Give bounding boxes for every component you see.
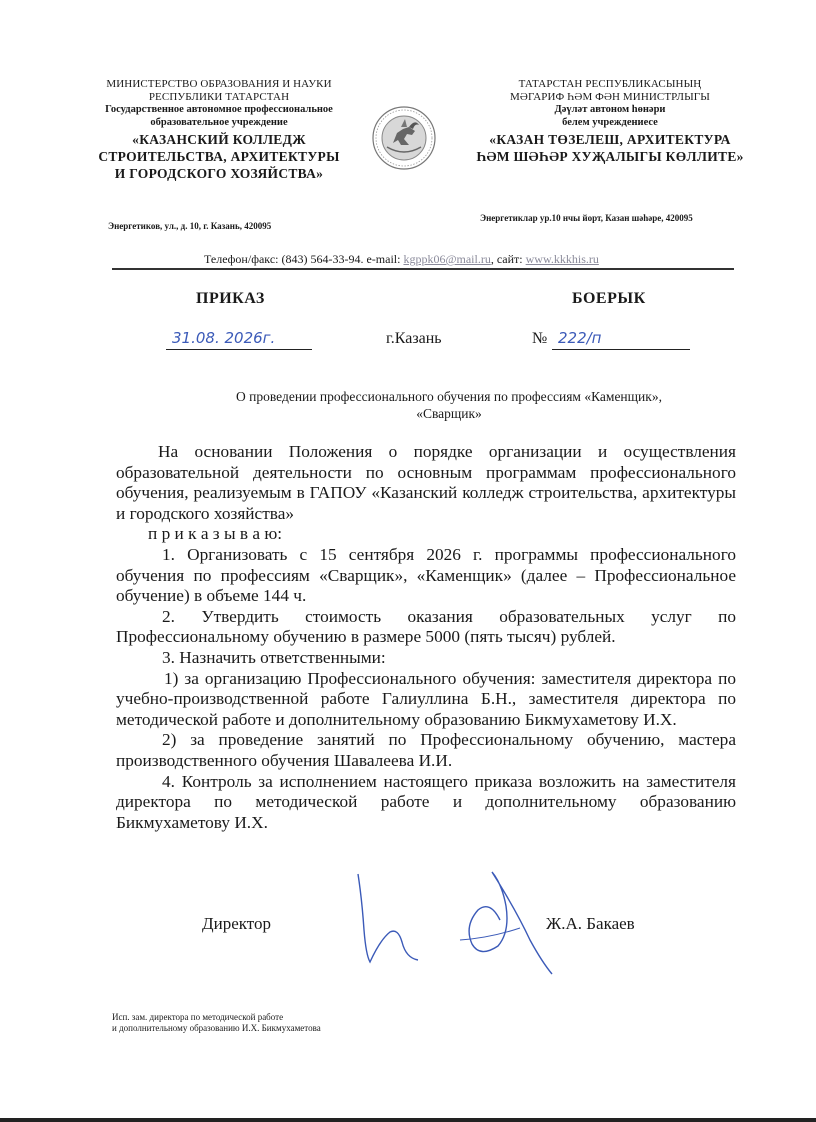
subject-line-1: О проведении профессионального обучения по профессиям «Каменщик»,	[236, 389, 662, 404]
order-item-3-1: 1) за организацию Профессионального обучения: заместителя директора по учебно-производственной работе Галиуллина Б.Н., заместителя директора по методической работе и дополнительному образованию Бикмухаметову И.Х.	[116, 668, 736, 729]
header-right	[460, 78, 760, 165]
executor-note	[112, 1012, 321, 1034]
order-subject	[150, 388, 748, 422]
handwritten-signature	[340, 870, 570, 980]
order-body	[116, 442, 736, 833]
website-link[interactable]: www.kkkhis.ru	[525, 252, 599, 266]
order-date-field	[166, 331, 312, 350]
institution-type-ru-1: Государственное автономное профессиональное	[105, 104, 333, 115]
institution-type-tt-2: белем учреждениесе	[562, 117, 658, 128]
institution-type-tt-1: Дәүләт автоном һөнәри	[554, 104, 666, 115]
institution-type-ru-2: образовательное учреждение	[150, 117, 288, 128]
order-item-2: 2. Утвердить стоимость оказания образовательных услуг по Профессиональному обучению в размере 5000 (пять тысяч) рублей.	[116, 606, 736, 647]
college-name-ru-3: И ГОРОДСКОГО ХОЗЯЙСТВА»	[114, 166, 324, 181]
ministry-name-tt-1: ТАТАРСТАН РЕСПУБЛИКАСЫНЫҢ	[518, 78, 702, 90]
order-city: г.Казань	[386, 330, 442, 347]
signatory-position: Директор	[202, 914, 271, 933]
college-name-tt-1: «КАЗАН ТӨЗЕЛЕШ, АРХИТЕКТУРА	[489, 132, 731, 147]
order-item-3: 3. Назначить ответственными:	[162, 647, 386, 667]
contact-site-label: , сайт:	[490, 252, 526, 266]
college-name-ru-2: СТРОИТЕЛЬСТВА, АРХИТЕКТУРЫ	[98, 149, 340, 164]
order-item-3-2: 2) за проведение занятий по Профессиональному обучению, мастера производственного обучения Шавалеева И.И.	[116, 730, 736, 770]
ministry-name-tt-2: МӘГАРИФ ҺӘМ ФӘН МИНИСТРЛЫГЫ	[510, 90, 710, 103]
college-name-tt-2: ҺӘМ ШӘҺӘР ХУҖАЛЫГЫ КӨЛЛИТЕ»	[476, 149, 744, 164]
contact-phone: Телефон/факс: (843) 564-33-94. e-mail:	[204, 252, 404, 266]
preamble-paragraph: На основании Положения о порядке организации и осуществления образовательной деятельности по основным программам профессионального обучения, реализуемым в ГАПОУ «Казанский колледж строительства, архитектуры и городского хозяйства»	[116, 442, 736, 523]
ministry-name-ru-2: РЕСПУБЛИКИ ТАТАРСТАН	[148, 90, 290, 103]
email-link[interactable]: kgppk06@mail.ru	[403, 252, 491, 266]
order-title-ru: ПРИКАЗ	[196, 290, 265, 307]
order-number-handwritten: 222/п	[558, 329, 602, 347]
coat-of-arms-emblem	[371, 105, 437, 171]
address-tt: Энергетиклар ур.10 нчы йорт, Казан шәһәре, 420095	[480, 213, 693, 223]
executor-note-line-2: и дополнительному образованию И.Х. Бикмухаметова	[112, 1023, 321, 1033]
header-left	[78, 78, 360, 182]
college-name-ru-1: «КАЗАНСКИЙ КОЛЛЕДЖ	[132, 132, 306, 147]
order-number-field	[552, 331, 690, 350]
order-item-1: 1. Организовать с 15 сентября 2026 г. программы профессионального обучения по профессиям «Сварщик», «Каменщик» (далее – Профессиональное обучение) в объеме 144 ч.	[116, 544, 736, 606]
contact-line	[204, 252, 599, 267]
order-date-handwritten: 31.08. 2026г.	[172, 329, 276, 347]
order-item-4: 4. Контроль за исполнением настоящего приказа возложить на заместителя директора по методической работе и дополнительному образованию Бикмухаметову И.Х.	[116, 771, 736, 832]
subject-line-2: «Сварщик»	[416, 406, 482, 421]
order-number-label: №	[532, 330, 548, 347]
order-title-tt: БОЕРЫК	[572, 290, 646, 307]
signatory-name: Ж.А. Бакаев	[546, 914, 635, 933]
executor-note-line-1: Исп. зам. директора по методической работе	[112, 1012, 284, 1022]
ministry-name-ru-1: МИНИСТЕРСТВО ОБРАЗОВАНИЯ И НАУКИ	[106, 78, 332, 90]
address-ru: Энергетиков, ул., д. 10, г. Казань, 420095	[108, 221, 272, 231]
scan-edge	[0, 1118, 816, 1122]
header-divider	[112, 268, 734, 270]
orders-phrase: п р и к а з ы в а ю:	[148, 524, 283, 544]
